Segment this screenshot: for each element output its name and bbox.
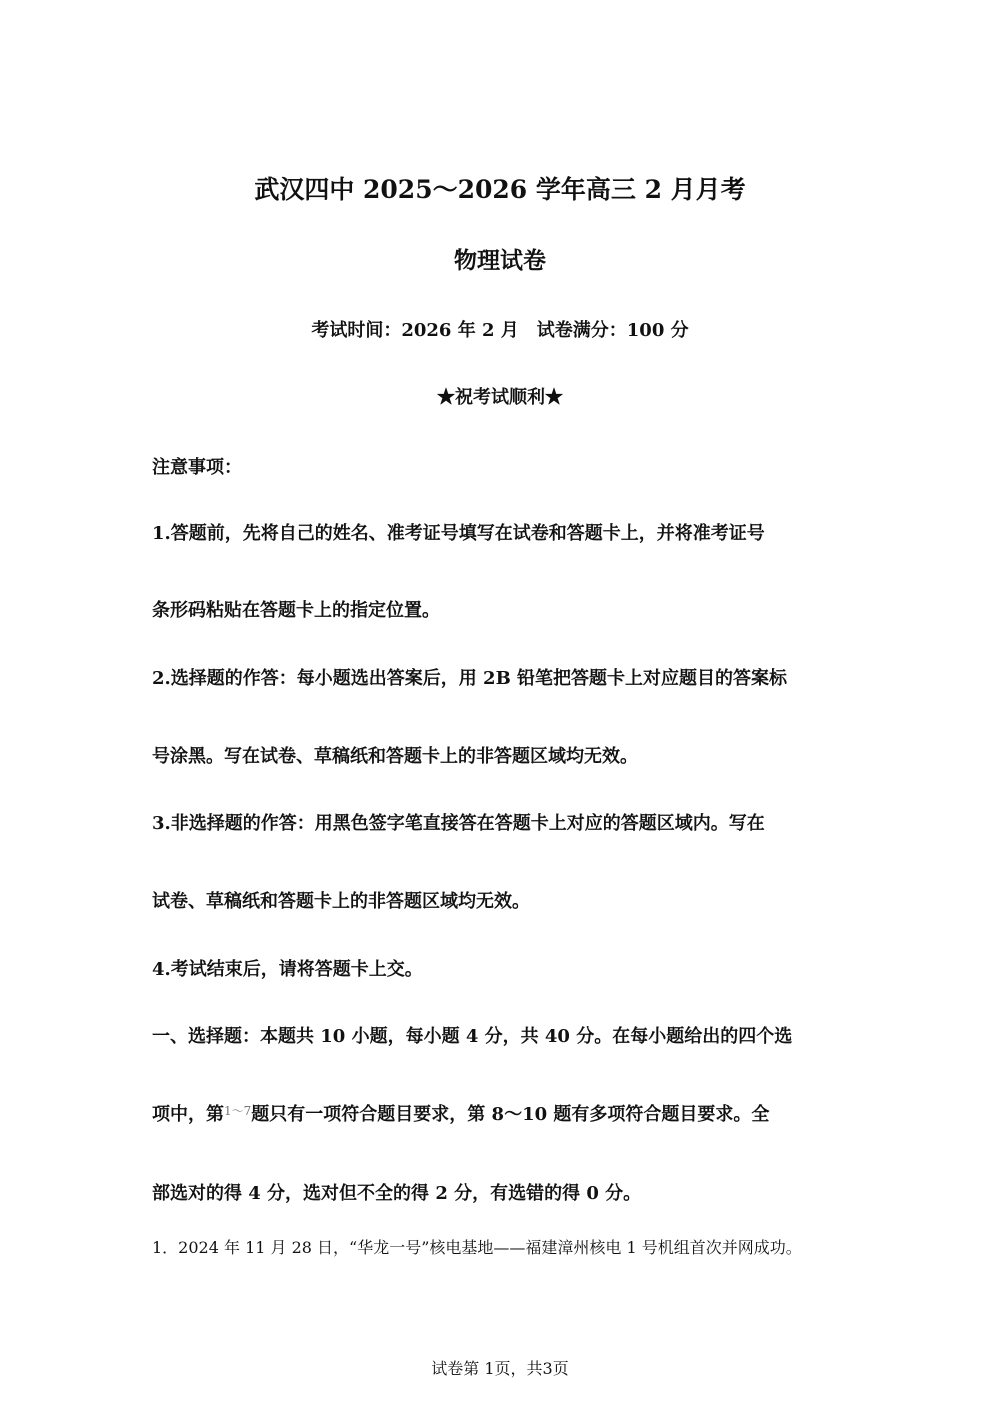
notice-line: 3.非选择题的作答：用黑色签字笔直接答在答题卡上对应的答题区域内。写在: [152, 813, 765, 834]
subject-title: 物理试卷: [454, 247, 546, 274]
notice-line: 试卷、草稿纸和答题卡上的非答题区域均无效。: [152, 891, 530, 912]
notice-line: 号涂黑。写在试卷、草稿纸和答题卡上的非答题区域均无效。: [152, 746, 638, 767]
notice-line: 2.选择题的作答：每小题选出答案后，用 2B 铅笔把答题卡上对应题目的答案标: [152, 668, 788, 689]
single-choice-range: 1～7: [224, 1104, 252, 1118]
section1-line2-prefix: 项中，第: [152, 1104, 224, 1125]
notice-line: 1.答题前，先将自己的姓名、准考证号填写在试卷和答题卡上，并将准考证号: [152, 523, 765, 544]
question-1-text: 1．2024 年 11 月 28 日，“华龙一号”核电基地——福建漳州核电 1 号机组首次并网成功。: [152, 1238, 802, 1257]
exam-info: 考试时间：2026 年 2 月 试卷满分：100 分: [311, 320, 689, 341]
notice-line: 条形码粘贴在答题卡上的指定位置。: [152, 600, 440, 621]
section1-instruction-line: [152, 1100, 769, 1126]
section1-instruction-line: 部选对的得 4 分，选对但不全的得 2 分，有选错的得 0 分。: [152, 1183, 642, 1204]
notice-heading: 注意事项：: [152, 457, 242, 478]
section1-instruction-line: 一、选择题：本题共 10 小题，每小题 4 分，共 40 分。在每小题给出的四个选: [152, 1026, 793, 1047]
exam-title: 武汉四中 2025～2026 学年高三 2 月月考: [254, 175, 746, 204]
notice-line: 4.考试结束后，请将答题卡上交。: [152, 959, 423, 980]
section1-line2-suffix: 题只有一项符合题目要求，第 8～10 题有多项符合题目要求。全: [251, 1104, 770, 1125]
blessing-text: ★祝考试顺利★: [437, 387, 563, 408]
page-footer: 试卷第 1页，共3页: [431, 1359, 569, 1378]
